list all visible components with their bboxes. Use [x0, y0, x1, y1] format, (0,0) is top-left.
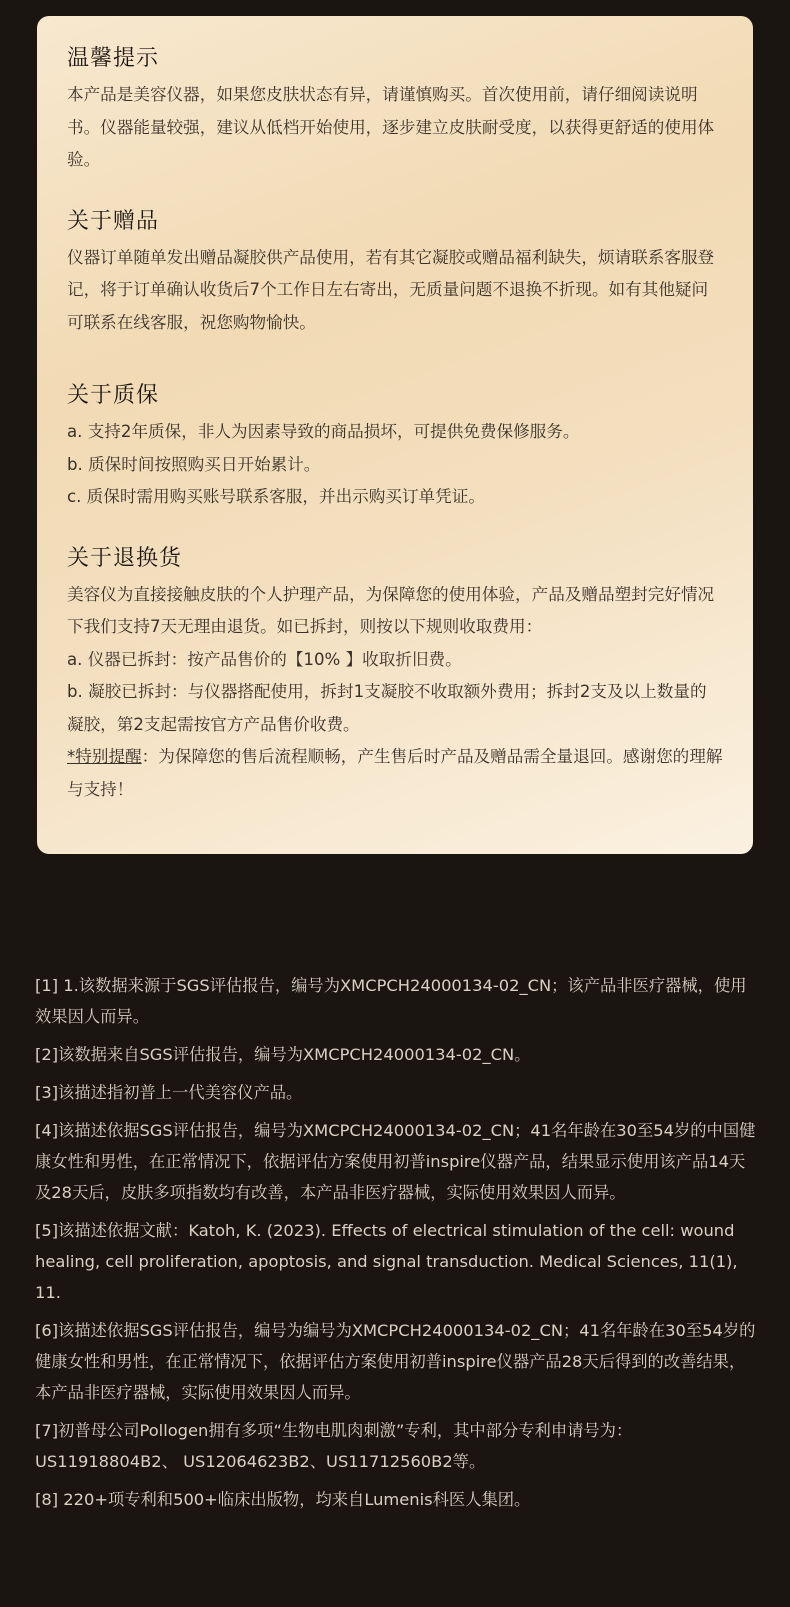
section-body	[67, 79, 723, 177]
section-title: 关于赠品	[67, 208, 160, 234]
footnote: [3]该描述指初普上一代美容仪产品。	[35, 1083, 303, 1102]
section-paragraph: 仪器订单随单发出赠品凝胶供产品使用，若有其它凝胶或赠品福利缺失，烦请联系客服登记，将于订单确认收货后7个工作日左右寄出，无质量问题不退换不折现。如有其他疑问可联系在线客服，祝您购物愉快。	[67, 247, 715, 332]
section-paragraph: b. 质保时间按照购买日开始累计。	[67, 454, 321, 474]
special-reminder	[67, 741, 723, 806]
section-paragraph: 本产品是美容仪器，如果您皮肤状态有异，请谨慎购买。首次使用前，请仔细阅读说明书。仪器能量较强，建议从低档开始使用，逐步建立皮肤耐受度，以获得更舒适的使用体验。	[67, 85, 715, 169]
section-paragraph: b. 凝胶已拆封：与仪器搭配使用，拆封1支凝胶不收取额外费用；拆封2支及以上数量的凝胶，第2支起需按官方产品售价收费。	[67, 682, 707, 734]
footnote: [1] 1.该数据来源于SGS评估报告，编号为XMCPCH24000134-02_CN；该产品非医疗器械，使用效果因人而异。	[35, 976, 747, 1026]
section-warranty	[67, 377, 723, 514]
footnote: [4]该描述依据SGS评估报告，编号为XMCPCH24000134-02_CN；41名年龄在30至54岁的中国健康女性和男性，在正常情况下，依据评估方案使用初普inspire仪器产品，结果显示使用该产品14天及28天后，皮肤多项指数均有改善，本产品非医疗器械，实际使用效果因人而异。	[35, 1121, 756, 1202]
special-reminder-label: *特别提醒	[67, 747, 142, 766]
section-body	[67, 242, 723, 340]
special-reminder-text: ：为保障您的售后流程顺畅，产生售后时产品及赠品需全量退回。感谢您的理解与支持！	[67, 747, 723, 799]
section-body	[67, 416, 723, 514]
section-title: 关于质保	[67, 383, 160, 408]
footnote: [2]该数据来自SGS评估报告，编号为XMCPCH24000134-02_CN。	[35, 1045, 531, 1064]
footnote: [8] 220+项专利和500+临床出版物，均来自Lumenis科医人集团。	[35, 1490, 531, 1509]
footnote: [7]初普母公司Pollogen拥有多项“生物电肌肉刺激”专利，其中部分专利申请号为：US11918804B2、 US12064623B2、US11712560B2等。	[35, 1421, 633, 1471]
section-gifts	[67, 203, 723, 340]
section-paragraph: 美容仪为直接接触皮肤的个人护理产品，为保障您的使用体验，产品及赠品塑封完好情况下我们支持7天无理由退货。如已拆封，则按以下规则收取费用：	[67, 584, 715, 636]
footnote: [5]该描述依据文献：Katoh, K. (2023). Effects of electrical stimulation of the cell: wound healing, cell proliferation, apoptosis, and signal transduction. Medical Sciences, 11(1), 11.	[35, 1221, 738, 1302]
section-paragraph: a. 仪器已拆封：按产品售价的【10% 】收取折旧费。	[67, 649, 462, 669]
section-paragraph: c. 质保时需用购买账号联系客服，并出示购买订单凭证。	[67, 487, 485, 506]
footnote: [6]该描述依据SGS评估报告，编号为编号为XMCPCH24000134-02_CN；41名年龄在30至54岁的健康女性和男性，在正常情况下，依据评估方案使用初普inspire仪器产品28天后得到的改善结果，本产品非医疗器械，实际使用效果因人而异。	[35, 1321, 756, 1402]
section-paragraph: a. 支持2年质保，非人为因素导致的商品损坏，可提供免费保修服务。	[67, 422, 580, 441]
section-returns	[67, 540, 723, 807]
footnotes	[35, 970, 757, 1522]
section-body	[67, 579, 723, 807]
section-title: 温馨提示	[67, 46, 160, 71]
section-warm-tips	[67, 40, 723, 177]
section-title: 关于退换货	[67, 545, 183, 571]
notice-card	[37, 16, 753, 854]
